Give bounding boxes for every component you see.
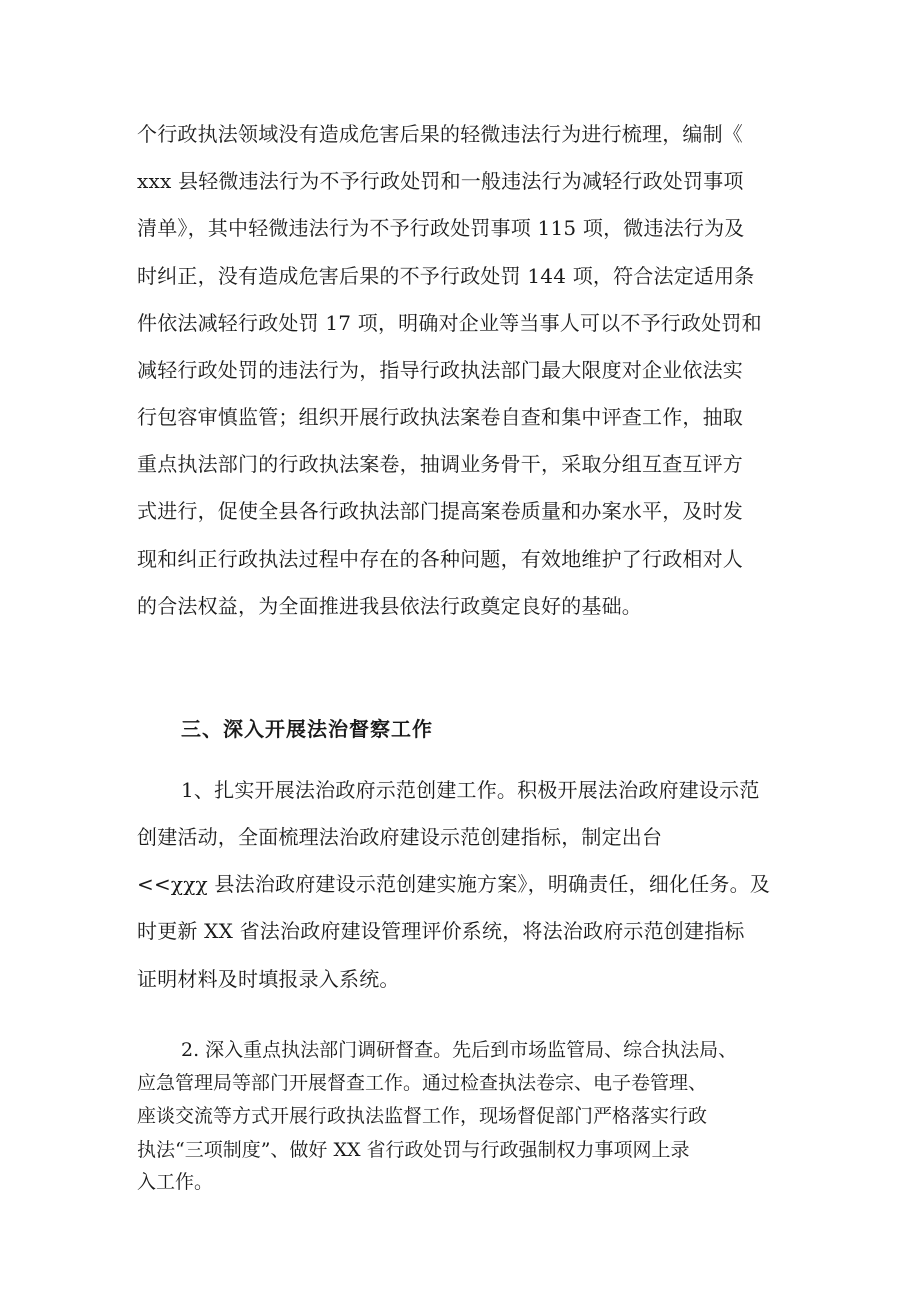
text-line: 1、扎实开展法治政府示范创建工作。积极开展法治政府建设示范 xyxy=(181,778,760,802)
text-line: 座谈交流等方式开展行政执法监督工作，现场督促部门严格落实行政 xyxy=(137,1105,708,1127)
text-line: 清单》，其中轻微违法行为不予行政处罚事项 115 项，微违法行为及 xyxy=(137,216,745,240)
text-line: 时更新 XX 省法治政府建设管理评价系统，将法治政府示范创建指标 xyxy=(137,919,745,943)
section-heading: 三、深入开展法治督察工作 xyxy=(181,717,433,741)
text-line: <<χχχ 县法治政府建设示范创建实施方案》，明确责任，细化任务。及 xyxy=(137,872,771,896)
text-line: 2. 深入重点执法部门调研督查。先后到市场监管局、综合执法局、 xyxy=(181,1039,738,1061)
text-line: 入工作。 xyxy=(137,1171,214,1193)
text-line: 式进行，促使全县各行政执法部门提高案卷质量和办案水平，及时发 xyxy=(137,499,743,523)
text-line: 重点执法部门的行政执法案卷，抽调业务骨干，采取分组互查互评方 xyxy=(137,452,743,476)
text-line: 行包容审慎监管；组织开展行政执法案卷自查和集中评查工作，抽取 xyxy=(137,405,743,429)
text-line: 时纠正，没有造成危害后果的不予行政处罚 144 项，符合法定适用条 xyxy=(137,264,755,288)
text-line: 现和纠正行政执法过程中存在的各种问题，有效地维护了行政相对人 xyxy=(137,547,743,571)
text-line: 个行政执法领域没有造成危害后果的轻微违法行为进行梳理，编制《 xyxy=(137,122,743,146)
text-line: 件依法减轻行政处罚 17 项，明确对企业等当事人可以不予行政处罚和 xyxy=(137,311,762,335)
text-line: 创建活动，全面梳理法治政府建设示范创建指标，制定出台 xyxy=(137,825,663,849)
text-line: 证明材料及时填报录入系统。 xyxy=(137,967,400,991)
text-line: 执法“三项制度”、做好 XX 省行政处罚与行政强制权力事项网上录 xyxy=(137,1139,690,1161)
text-line: xxx 县轻微违法行为不予行政处罚和一般违法行为减轻行政处罚事项 xyxy=(137,169,744,193)
text-line: 减轻行政处罚的违法行为，指导行政执法部门最大限度对企业依法实 xyxy=(137,358,743,382)
text-line: 的合法权益，为全面推进我县依法行政奠定良好的基础。 xyxy=(137,594,642,618)
text-line: 应急管理局等部门开展督查工作。通过检查执法卷宗、电子卷管理、 xyxy=(137,1072,708,1094)
